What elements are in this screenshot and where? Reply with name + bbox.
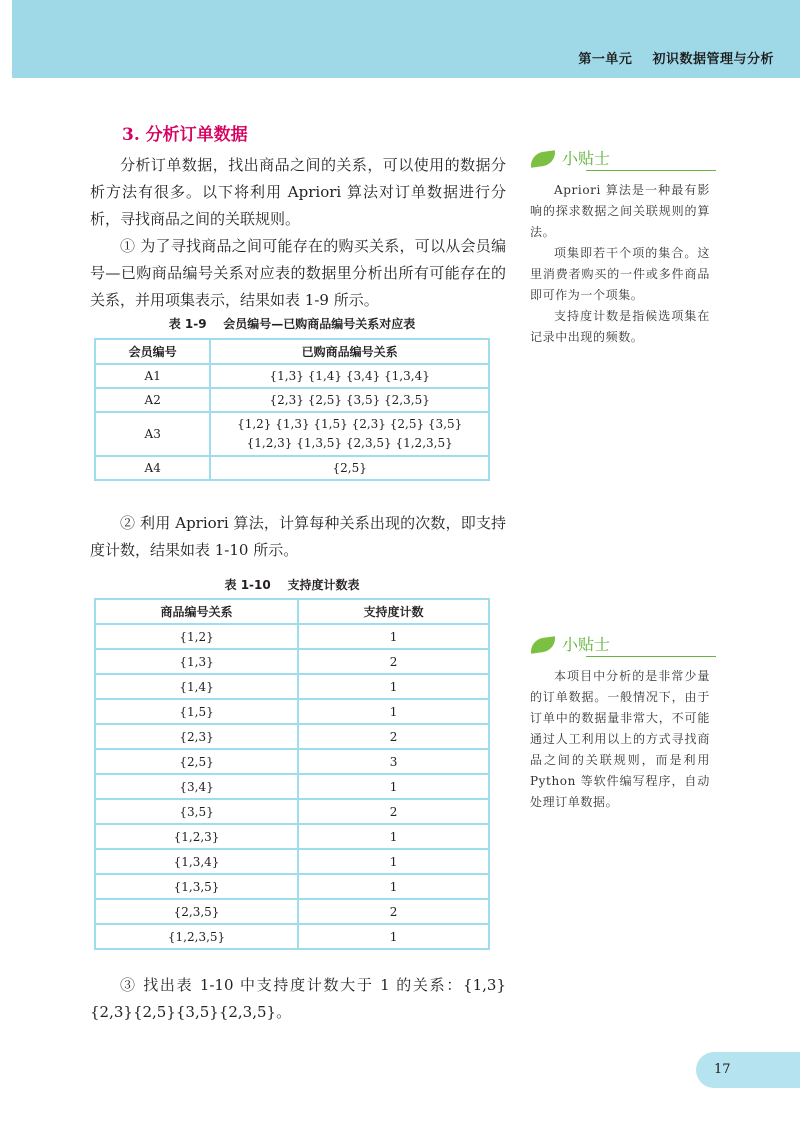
tip-header — [530, 632, 710, 658]
tip-underline — [586, 170, 716, 171]
table-row — [95, 456, 489, 480]
tip-underline — [586, 656, 716, 657]
tip-box-apriori — [530, 146, 710, 348]
member-id-cell: A2 — [95, 388, 210, 412]
table-1-9 — [94, 338, 490, 481]
header-band — [12, 0, 800, 78]
table-row — [95, 649, 489, 674]
table-header-row — [95, 339, 489, 364]
support-count-cell: 2 — [298, 724, 489, 749]
support-count-cell: 1 — [298, 699, 489, 724]
table-row — [95, 899, 489, 924]
itemset-cell: {1,3,5} — [95, 874, 298, 899]
tip-paragraph: 支持度计数是指候选项集在记录中出现的频数。 — [530, 309, 710, 344]
support-count-cell: 1 — [298, 824, 489, 849]
table-row — [95, 412, 489, 456]
table-row — [95, 364, 489, 388]
support-count-cell: 1 — [298, 874, 489, 899]
table-row — [95, 799, 489, 824]
itemset-cell: {2,5} — [95, 749, 298, 774]
unit-title: 第一单元 初识数据管理与分析 — [578, 52, 774, 67]
itemset-cell: {1,5} — [95, 699, 298, 724]
itemset-cell: {1,3,4} — [95, 849, 298, 874]
itemsets-cell — [210, 412, 489, 456]
table-row — [95, 774, 489, 799]
tip-title: 小贴士 — [562, 635, 611, 654]
paragraph-intro: 分析订单数据，找出商品之间的关系，可以使用的数据分析方法有很多。以下将利用 Apriori 算法对订单数据进行分析，寻找商品之间的关联规则。 — [90, 156, 506, 228]
leaf-icon — [529, 636, 557, 653]
itemsets-cell: {2,3} {2,5} {3,5} {2,3,5} — [210, 388, 489, 412]
table-row — [95, 674, 489, 699]
member-id-cell: A4 — [95, 456, 210, 480]
table-header-cell: 已购商品编号关系 — [210, 339, 489, 364]
itemset-cell: {1,3} — [95, 649, 298, 674]
section-title: 3. 分析订单数据 — [122, 125, 248, 145]
support-count-cell: 1 — [298, 674, 489, 699]
table-row — [95, 874, 489, 899]
table-1-10-body — [95, 624, 489, 949]
support-count-cell: 2 — [298, 799, 489, 824]
table-row — [95, 699, 489, 724]
table-1-10 — [94, 598, 490, 950]
itemsets-line: {1,2} {1,3} {1,5} {2,3} {2,5} {3,5} — [237, 417, 463, 431]
itemsets-cell: {1,3} {1,4} {3,4} {1,3,4} — [210, 364, 489, 388]
table-row — [95, 724, 489, 749]
table-header-row — [95, 599, 489, 624]
table-row — [95, 849, 489, 874]
tip-paragraph: Apriori 算法是一种最有影响的探求数据之间关联规则的算法。 — [530, 183, 710, 239]
table-row — [95, 749, 489, 774]
tip-title: 小贴士 — [562, 149, 611, 168]
table-row — [95, 388, 489, 412]
support-count-cell: 1 — [298, 849, 489, 874]
table-row — [95, 924, 489, 949]
table-header-cell: 商品编号关系 — [95, 599, 298, 624]
support-count-cell: 2 — [298, 649, 489, 674]
support-count-cell: 1 — [298, 774, 489, 799]
tip-paragraph: 本项目中分析的是非常少量的订单数据。一般情况下，由于订单中的数据量非常大，不可能通过人工利用以上的方式寻找商品之间的关联规则，而是利用 Python 等软件编写程序，自动处理订单数据。 — [530, 669, 710, 809]
paragraph-step3: ③ 找出表 1-10 中支持度计数大于 1 的关系：{1,3}{2,3}{2,5}{3,5}{2,3,5}。 — [90, 976, 506, 1021]
itemset-cell: {1,2} — [95, 624, 298, 649]
itemset-cell: {1,2,3} — [95, 824, 298, 849]
table-header-cell: 会员编号 — [95, 339, 210, 364]
table-row — [95, 824, 489, 849]
paragraph-step1: ① 为了寻找商品之间可能存在的购买关系，可以从会员编号—已购商品编号关系对应表的数据里分析出所有可能存在的关系，并用项集表示，结果如表 1-9 所示。 — [90, 237, 506, 309]
page-number: 17 — [714, 1062, 731, 1077]
tip-paragraph: 项集即若干个项的集合。这里消费者购买的一件或多件商品即可作为一个项集。 — [530, 246, 710, 302]
itemsets-line: {1,2,3} {1,3,5} {2,3,5} {1,2,3,5} — [246, 436, 453, 450]
tip-header — [530, 146, 710, 172]
itemset-cell: {2,3} — [95, 724, 298, 749]
table-row — [95, 624, 489, 649]
support-count-cell: 3 — [298, 749, 489, 774]
paragraph-step2: ② 利用 Apriori 算法，计算每种关系出现的次数，即支持度计数，结果如表 1-10 所示。 — [90, 514, 506, 559]
page-number-tab — [696, 1052, 800, 1088]
table-1-10-caption: 表 1-10 支持度计数表 — [224, 578, 360, 592]
member-id-cell: A1 — [95, 364, 210, 388]
support-count-cell: 1 — [298, 924, 489, 949]
itemsets-cell: {2,5} — [210, 456, 489, 480]
tip-box-note — [530, 632, 710, 813]
itemset-cell: {3,4} — [95, 774, 298, 799]
itemset-cell: {1,4} — [95, 674, 298, 699]
member-id-cell: A3 — [95, 412, 210, 456]
table-header-cell: 支持度计数 — [298, 599, 489, 624]
itemset-cell: {1,2,3,5} — [95, 924, 298, 949]
itemset-cell: {2,3,5} — [95, 899, 298, 924]
leaf-icon — [529, 150, 557, 167]
support-count-cell: 2 — [298, 899, 489, 924]
table-1-9-caption: 表 1-9 会员编号—已购商品编号关系对应表 — [168, 317, 416, 331]
support-count-cell: 1 — [298, 624, 489, 649]
itemset-cell: {3,5} — [95, 799, 298, 824]
